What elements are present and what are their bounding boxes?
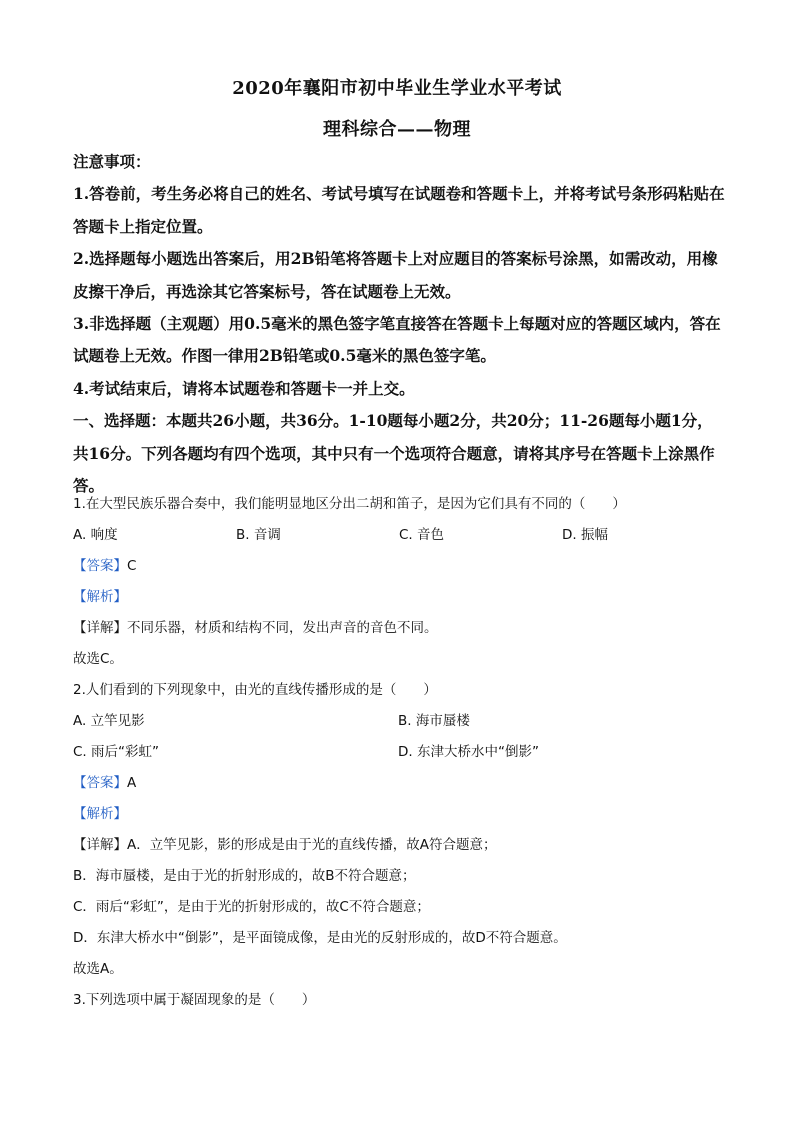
notice-item-4: 4.考试结束后，请将本试题卷和答题卡一并上交。 — [73, 378, 415, 398]
page-title: 2020年襄阳市初中毕业生学业水平考试 — [232, 78, 562, 99]
q2-conclusion: 故选A。 — [73, 961, 123, 977]
q2-answer-label: 【答案】 — [73, 775, 127, 791]
q1-option-b: B. 音调 — [236, 527, 281, 543]
q2-options-row-1 — [73, 706, 725, 737]
q1-option-a: A. 响度 — [73, 527, 118, 543]
q2-answer-line — [73, 768, 725, 799]
notice-section — [73, 146, 725, 502]
q2-stem: 2.人们看到的下列现象中，由光的直线传播形成的是（ ） — [73, 682, 437, 698]
notice-heading: 注意事项： — [73, 152, 151, 171]
q2-option-d: D. 东津大桥水中“倒影” — [398, 744, 539, 760]
q1-answer: C — [127, 558, 137, 574]
notice-item-2: 2.选择题每小题选出答案后，用2B铅笔将答题卡上对应题目的答案标号涂黑，如需改动，用橡皮擦干净后，再选涂其它答案标号，答在试题卷上无效。 — [73, 249, 718, 301]
q2-analysis-line — [73, 799, 725, 830]
q2-option-c: C. 雨后“彩虹” — [73, 744, 159, 760]
q2-detail-d: D．东津大桥水中“倒影”，是平面镜成像，是由光的反射形成的，故D不符合题意。 — [73, 930, 567, 946]
questions — [73, 489, 725, 1016]
q2-option-b: B. 海市蜃楼 — [398, 713, 470, 729]
q1-analysis-label: 【解析】 — [73, 589, 127, 605]
q2-answer: A — [127, 775, 137, 791]
q2-detail-a: A．立竿见影，影的形成是由于光的直线传播，故A符合题意； — [127, 837, 497, 853]
q2-analysis-label: 【解析】 — [73, 806, 127, 822]
page-subtitle: 理科综合——物理 — [323, 119, 471, 140]
notice-item-3: 3.非选择题（主观题）用0.5毫米的黑色签字笔直接答在答题卡上每题对应的答题区域内，答在试题卷上无效。作图一律用2B铅笔或0.5毫米的黑色签字笔。 — [73, 314, 721, 366]
q1-options — [73, 520, 725, 551]
q1-detail: 不同乐器，材质和结构不同，发出声音的音色不同。 — [127, 620, 438, 636]
q2-detail-c: C．雨后“彩虹”，是由于光的折射形成的，故C不符合题意； — [73, 899, 430, 915]
q1-detail-line — [73, 613, 725, 644]
q1-option-c: C. 音色 — [399, 527, 445, 543]
q1-stem: 1.在大型民族乐器合奏中，我们能明显地区分出二胡和笛子，是因为它们具有不同的（ ） — [73, 496, 626, 512]
q2-option-a: A. 立竿见影 — [73, 713, 145, 729]
section-instructions: 一、选择题：本题共26小题，共36分。1-10题每小题2分，共20分；11-26题每小题1分，共16分。下列各题均有四个选项，其中只有一个选项符合题意，请将其序号在答题卡上涂黑作答。 — [73, 411, 715, 496]
q1-analysis-line — [73, 582, 725, 613]
notice-item-1: 1.答卷前，考生务必将自己的姓名、考试号填写在试题卷和答题卡上，并将考试号条形码粘贴在答题卡上指定位置。 — [73, 184, 725, 236]
q1-option-d: D. 振幅 — [562, 527, 608, 543]
q1-answer-line — [73, 551, 725, 582]
q1-detail-label: 【详解】 — [73, 620, 127, 636]
q3-stem: 3.下列选项中属于凝固现象的是（ ） — [73, 992, 316, 1008]
q2-options-row-2 — [73, 737, 725, 768]
q2-detail-b: B．海市蜃楼，是由于光的折射形成的，故B不符合题意； — [73, 868, 416, 884]
q2-detail-label: 【详解】 — [73, 837, 127, 853]
q1-answer-label: 【答案】 — [73, 558, 127, 574]
q1-conclusion: 故选C。 — [73, 651, 123, 667]
q2-detail-a-line — [73, 830, 725, 861]
